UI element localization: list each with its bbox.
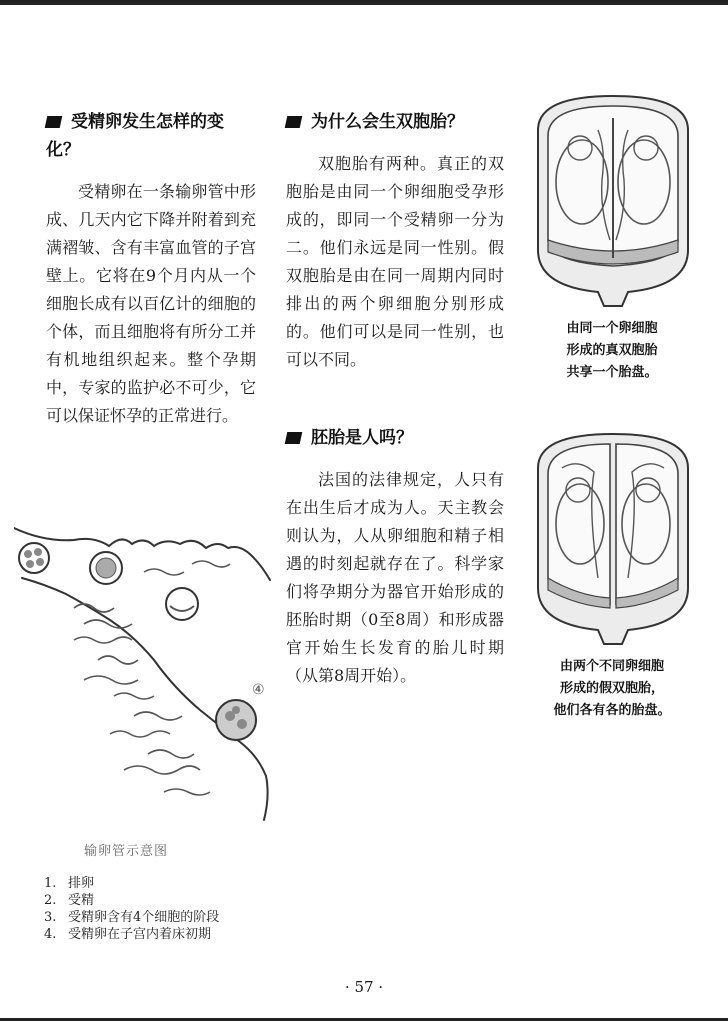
embryo-heading-text: 胚胎是人吗？ xyxy=(311,428,413,448)
fraternal-twins-caption: 由两个不同卵细胞 形成的假双胞胎， 他们各有各的胎盘。 xyxy=(553,659,671,718)
identical-twins-illustration xyxy=(518,90,708,310)
legend-item: 2. 受精 xyxy=(44,893,95,908)
fertilization-cell-icon xyxy=(90,552,122,584)
fraternal-twins-illustration xyxy=(518,428,708,648)
diagram-caption: 输卵管示意图 xyxy=(84,844,169,859)
fertilized-egg-section xyxy=(46,108,256,430)
embryo-body: 法国的法律规定，人只有在出生后才成为人。天主教会则认为，人从卵细胞和精子相遇的时刻起就存在了。科学家们将孕期分为器官开始形成的胚胎时期（0至8周）和形成器官开始生长发育的胎儿时期（从第8周开始）。 xyxy=(286,470,504,685)
tube-upper-wall xyxy=(14,528,270,580)
legend-item: 1. 排卵 xyxy=(44,876,95,891)
diagram-marker: ④ xyxy=(252,682,265,698)
identical-twins-caption: 由同一个卵细胞 形成的真双胞胎 共享一个胎盘。 xyxy=(566,321,658,380)
four-cell-stage-icon xyxy=(166,588,198,620)
twins-heading-text: 为什么会生双胞胎？ xyxy=(311,112,464,132)
legend-item: 4. 受精卵在子宫内着床初期 xyxy=(44,927,212,942)
fertilized-egg-heading-text: 受精卵发生怎样的变化？ xyxy=(46,112,224,160)
fallopian-tube-diagram xyxy=(14,520,276,840)
implantation-cell-icon xyxy=(216,700,256,740)
twins-heading xyxy=(286,108,504,136)
bottom-rule xyxy=(0,1018,728,1021)
embryo-heading xyxy=(286,424,504,452)
fertilized-egg-body: 受精卵在一条输卵管中形成、几天内它下降并附着到充满褶皱、含有丰富血管的子宫壁上。它将在9个月内从一个细胞长成有以百亿计的细胞的个体，而且细胞将有所分工并有机地组织起来。整个孕期中，专家的监护必不可少，它可以保证怀孕的正常进行。 xyxy=(46,182,256,425)
ovulation-cell-icon xyxy=(19,543,49,573)
top-rule xyxy=(0,0,728,5)
heading-square-icon xyxy=(285,432,303,444)
fertilized-egg-heading xyxy=(46,108,256,164)
heading-square-icon xyxy=(285,116,303,128)
page-number: · 57 · xyxy=(344,978,384,996)
legend-item: 3. 受精卵含有4个细胞的阶段 xyxy=(44,910,220,925)
twins-section xyxy=(286,108,504,690)
twins-body: 双胞胎有两种。真正的双胞胎是由同一个卵细胞受孕形成的，即同一个受精卵一分为二。他们永远是同一性别。假双胞胎是由在同一周期内同时排出的两个卵细胞分别形成的。他们可以是同一性别，也可以不同。 xyxy=(286,154,504,369)
diagram-legend xyxy=(44,875,284,943)
heading-square-icon xyxy=(45,116,63,128)
